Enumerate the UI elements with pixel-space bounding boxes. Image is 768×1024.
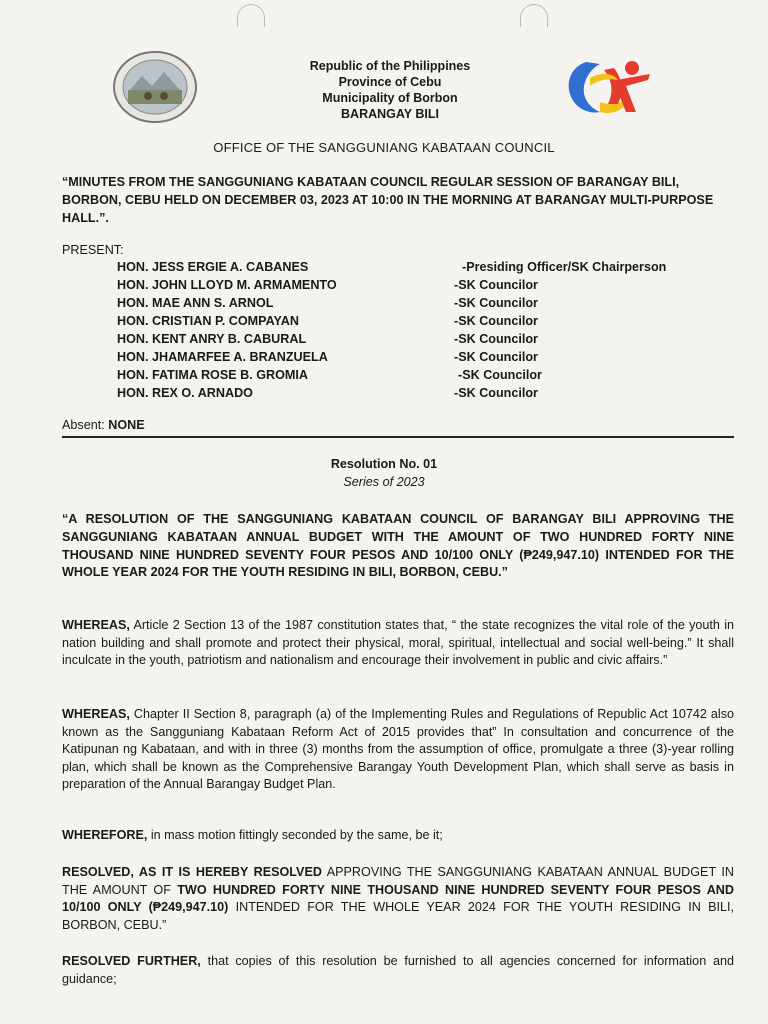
whereas-paragraph-2 (62, 706, 734, 794)
attendee-role: -SK Councilor (454, 314, 538, 328)
whereas-lead: WHEREAS, (62, 618, 130, 632)
section-divider (62, 436, 734, 438)
absent-label: Absent: (62, 418, 105, 432)
attendee-role: -SK Councilor (454, 278, 538, 292)
wherefore-paragraph (62, 827, 734, 845)
attendee-role: -SK Councilor (458, 368, 542, 382)
wherefore-lead: WHEREFORE, (62, 828, 148, 842)
letterhead-line-4: BARANGAY BILI (341, 107, 439, 121)
resolved-further-lead: RESOLVED FURTHER, (62, 954, 201, 968)
letterhead-line-1: Republic of the Philippines (309, 59, 471, 73)
attendee-row (117, 296, 717, 314)
attendee-name: HON. JOHN LLOYD M. ARMAMENTO (117, 278, 337, 292)
attendee-role: -SK Councilor (454, 386, 538, 400)
absent-line (62, 418, 145, 432)
resolution-title: “A RESOLUTION OF THE SANGGUNIANG KABATAAN COUNCIL OF BARANGAY BILI APPROVING THE SANGGUNIANG KABATAAN ANNUAL BUDGET WITH THE AMOUNT OF TWO HUNDRED FORTY NINE THOUSAND NINE HUNDRED SEVENTY FOUR PESOS AND 10/100 ONLY (₱249,947.10) INTENDED FOR THE WHOLE YEAR 2024 FOR THE YOUTH RESIDING IN BILI, BORBON, CEBU.” (62, 512, 734, 580)
attendee-name: HON. JHAMARFEE A. BRANZUELA (117, 350, 328, 364)
resolved-paragraph (62, 864, 734, 934)
attendee-name: HON. KENT ANRY B. CABURAL (117, 332, 307, 346)
attendee-row (117, 314, 717, 332)
wherefore-text: in mass motion fittingly seconded by the same, be it; (147, 828, 443, 842)
attendee-row (117, 260, 717, 278)
resolution-series: Series of 2023 (343, 475, 425, 489)
punch-hole-mark (237, 4, 265, 27)
attendee-name: HON. JESS ERGIE A. CABANES (117, 260, 309, 274)
resolved-lead: RESOLVED, AS IT IS HEREBY RESOLVED (62, 865, 322, 879)
attendee-role: -Presiding Officer/SK Chairperson (462, 260, 667, 274)
attendee-name: HON. REX O. ARNADO (117, 386, 253, 400)
attendee-row (117, 350, 717, 368)
whereas-text: Chapter II Section 8, paragraph (a) of the Implementing Rules and Regulations of Republic Act 10742 also known as the Sangguniang Kabataan Reform Act of 2015 provides that” In consultation and concurrence of the Katipunan ng Kabataan, and with in three (3) months from the assumption of office, promulgate a three (3)-year rolling plan, which shall be known as the Comprehensive Barangay Youth Development Plan, which shall serve as basis in preparation of the Annual Barangay Budget Plan. (62, 707, 734, 791)
attendee-role: -SK Councilor (454, 350, 538, 364)
minutes-title: “MINUTES FROM THE SANGGUNIANG KABATAAN COUNCIL REGULAR SESSION OF BARANGAY BILI, BORBON, CEBU HELD ON DECEMBER 03, 2023 AT 10:00 IN THE MORNING AT BARANGAY MULTI-PURPOSE HALL.”. (62, 175, 714, 225)
absent-value: NONE (108, 418, 145, 432)
office-title: OFFICE OF THE SANGGUNIANG KABATAAN COUNCIL (213, 140, 555, 155)
letterhead (240, 58, 540, 122)
attendee-name: HON. CRISTIAN P. COMPAYAN (117, 314, 299, 328)
attendee-row (117, 332, 717, 350)
whereas-lead: WHEREAS, (62, 707, 130, 721)
attendee-name: HON. MAE ANN S. ARNOL (117, 296, 274, 310)
present-label: PRESENT: (62, 243, 124, 257)
resolved-further-paragraph (62, 953, 734, 988)
attendee-list (117, 260, 717, 404)
resolved-amount: TWO HUNDRED FORTY NINE THOUSAND NINE HUNDRED SEVENTY FOUR PESOS AND 10/100 ONLY (₱249,947.10) (62, 882, 734, 914)
whereas-paragraph-1 (62, 617, 734, 670)
attendee-role: -SK Councilor (454, 296, 538, 310)
letterhead-line-2: Province of Cebu (338, 75, 442, 89)
attendee-row (117, 386, 717, 404)
resolved-text-1: APPROVING THE SANGGUNIANG KABATAAN ANNUAL BUDGET IN THE AMOUNT OF (62, 865, 734, 897)
whereas-text: Article 2 Section 13 of the 1987 constitution states that, “ the state recognizes the vital role of the youth in nation building and shall promote and protect their physical, moral, spiritual, intellectual and social well-being.” It shall inculcate in the youth, patriotism and nationalism and encourage their involvement in public and civic affairs.” (62, 618, 734, 667)
punch-hole-mark (520, 4, 548, 27)
barangay-seal-logo (112, 50, 198, 124)
attendee-role: -SK Councilor (454, 332, 538, 346)
resolved-text-2: INTENDED FOR THE WHOLE YEAR 2024 FOR THE YOUTH RESIDING IN BILI, BORBON, CEBU.” (62, 900, 735, 932)
sk-logo (560, 50, 658, 126)
attendee-row (117, 278, 717, 296)
resolved-further-text: that copies of this resolution be furnished to all agencies concerned for information and guidance; (62, 954, 734, 986)
attendee-row (117, 368, 717, 386)
letterhead-line-3: Municipality of Borbon (322, 91, 458, 105)
resolution-number: Resolution No. 01 (330, 457, 438, 471)
attendee-name: HON. FATIMA ROSE B. GROMIA (117, 368, 309, 382)
